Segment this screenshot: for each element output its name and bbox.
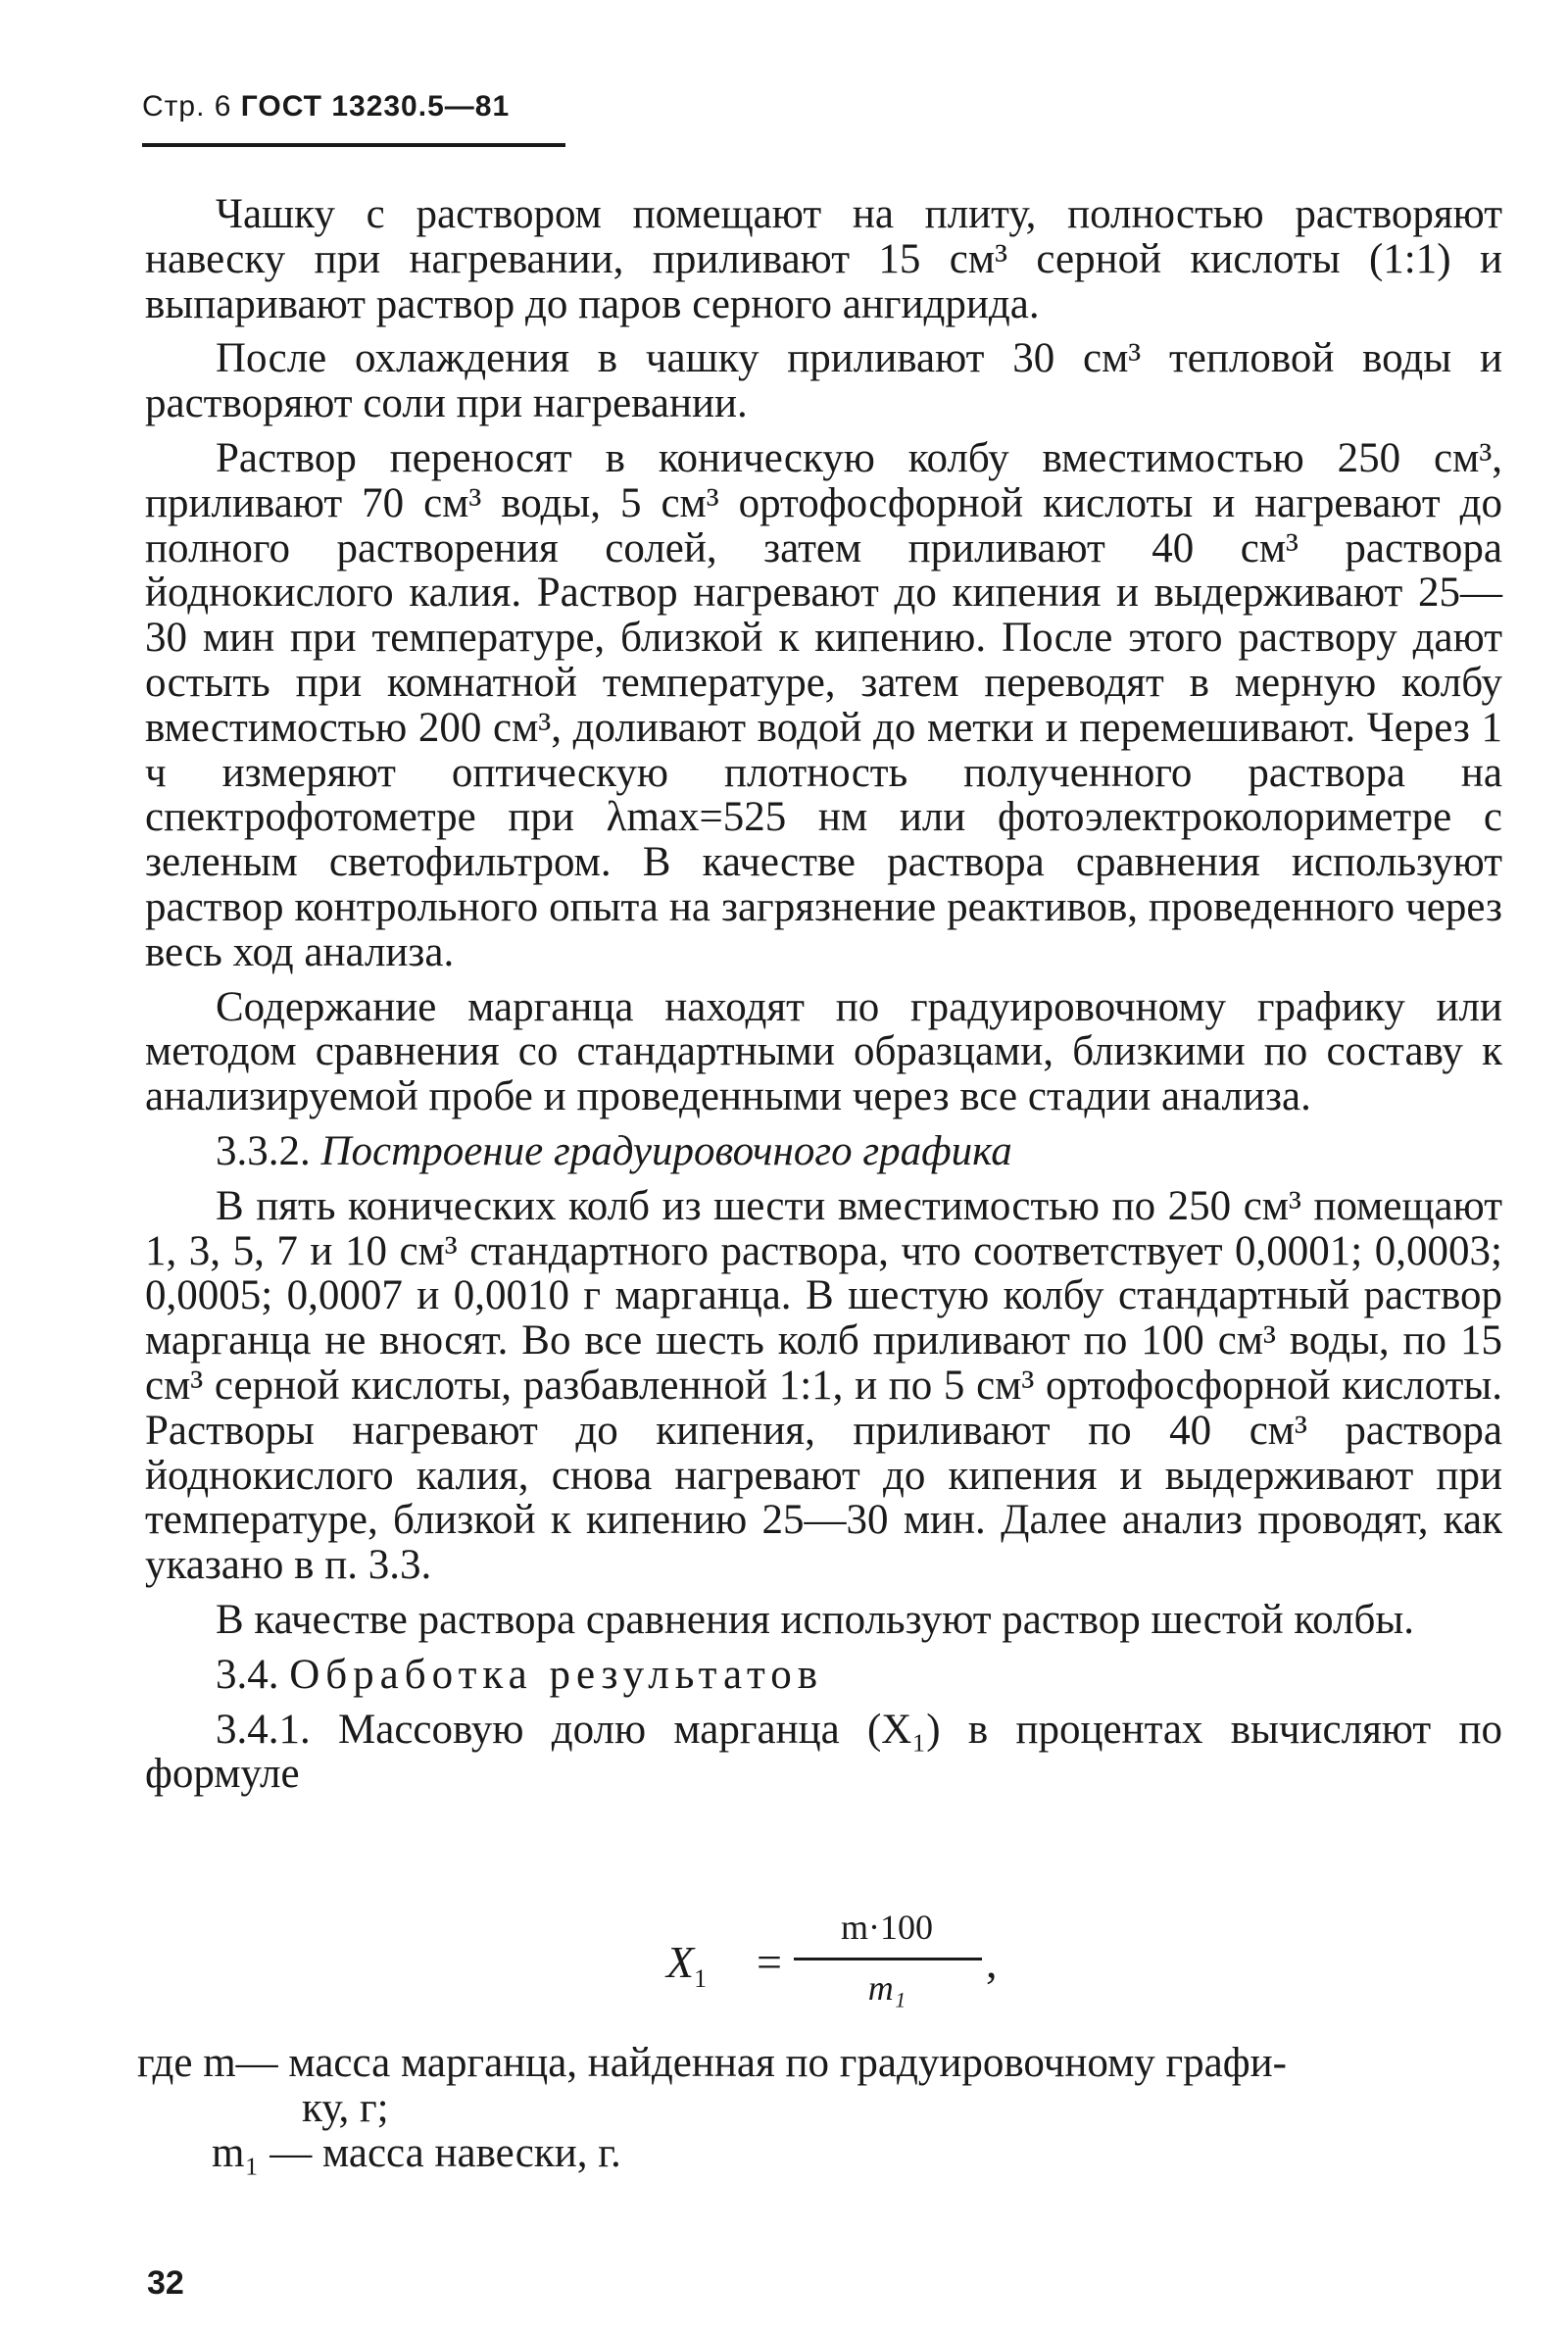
section-3-4-heading [145,1653,1502,1698]
formula-denominator: m₁ [867,1968,906,2008]
where-word: где [137,2040,193,2086]
page-header [142,90,564,124]
paragraph-1: Чашку с раствором помещают на плиту, полностью растворяют навеску при нагревании, приливают 15 см³ серной кислоты (1:1) и выпаривают раствор до паров серного ангидрида. [145,191,1502,327]
section-3-3-2-heading [145,1129,1502,1174]
formula-comma: , [986,1937,998,1987]
page-prefix: Стр. 6 [142,90,232,123]
definition-m-continuation: ку, г; [302,2085,389,2131]
paragraph-7: 3.4.1. Массовую долю марганца (X₁) в процентах вычисляют по формуле [145,1706,1502,1798]
formula-lhs-symbol: X [666,1937,695,1987]
paragraph-5: В пять конических колб из шести вместимостью по 250 см³ помещают 1, 3, 5, 7 и 10 см³ стандартного раствора, что соответствует 0,0001; 0,0003; 0,0005; 0,0007 и 0,0010 г марганца. В шестую колбу стандартный раствор марганца не вносят. Во все шесть колб приливают по 100 см³ воды, по 15 см³ серной кислоты, разбавленной 1:1, и по 5 см³ ортофосфорной кислоты. Растворы нагревают до кипения, приливают по 40 см³ раствора йоднокислого калия, снова нагревают до кипения и выдерживают при температуре, близкой к кипению 25—30 мин. Далее анализ проводят, как указано в п. 3.3. [145,1182,1502,1589]
paragraph-3: Раствор переносят в коническую колбу вместимостью 250 см³, приливают 70 см³ воды, 5 см³ ортофосфорной кислоты и нагревают до полного растворения солей, затем приливают 40 см³ раствора йоднокислого калия. Раствор нагревают до кипения и выдерживают 25—30 мин при температуре, близкой к кипению. После этого раствору дают остыть при комнатной температуре, затем переводят в мерную колбу вместимостью 200 см³, доливают водой до метки и перемешивают. Через 1 ч измеряют оптическую плотность полученного раствора на спектрофотометре при λmax=525 нм или фотоэлектроколориметре с зеленым светофильтром. В качестве раствора сравнения используют раствор контрольного опыта на загрязнение реактивов, проведенного через весь ход анализа. [145,434,1502,975]
formula-lhs [666,1936,708,1994]
header-rule [142,143,565,147]
document-body [145,192,1502,1797]
paragraph-4: Содержание марганца находят по градуировочному графику или методом сравнения со стандартными образцами, близкими по составу к анализируемой пробе и проведенными через все стадии анализа. [145,983,1502,1120]
section-3-3-2-number: 3.3.2. [216,1127,311,1174]
page-number: 32 [147,2264,184,2302]
definition-m [137,2041,1509,2086]
formula-lhs-subscript: 1 [694,1964,708,1994]
section-3-4-title: Обработка результатов [289,1651,823,1698]
definition-m-text: m— масса марганца, найденная по градуировочному графи- [203,2040,1287,2086]
variable-definitions [137,2041,1509,2176]
paragraph-6: В качестве раствора сравнения используют раствор шестой колбы. [216,1596,1414,1643]
paragraph-2: После охлаждения в чашку приливают 30 см³ тепловой воды и растворяют соли при нагревании. [145,335,1502,427]
standard-number: ГОСТ 13230.5—81 [240,90,511,123]
mass-fraction-formula [666,1907,1000,2034]
section-3-3-2-title: Построение градуировочного графика [320,1127,1012,1174]
formula-fraction-bar [794,1958,982,1960]
definition-m1: m₁ — масса навески, г. [212,2130,621,2176]
section-3-4-number: 3.4. [216,1651,279,1698]
formula-equals: = [757,1937,782,1987]
formula-numerator: m·100 [841,1908,933,1947]
